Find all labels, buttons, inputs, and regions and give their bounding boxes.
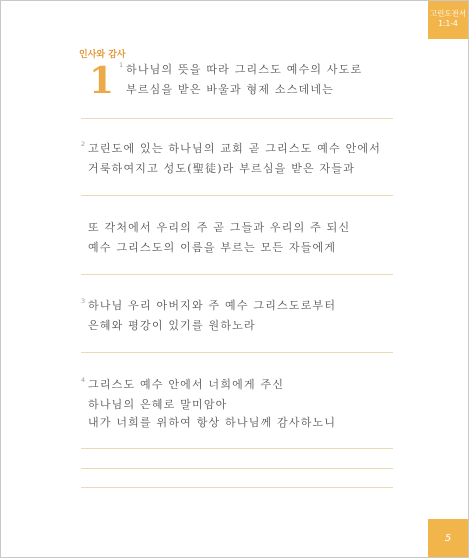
writing-rule [81, 274, 393, 275]
writing-rule [81, 195, 393, 196]
verse-number: 3 [81, 297, 86, 305]
verse-number: 4 [81, 376, 86, 384]
verse-line: 예수 그리스도의 이름을 부르는 모든 자들에게 [88, 241, 337, 254]
section-title: 인사와 감사 [79, 50, 126, 60]
book-name: 고린도전서 [429, 9, 467, 18]
writing-rule [81, 118, 393, 119]
verse-line: 하나님의 은혜로 말미암아 [88, 398, 228, 411]
verse-number: 2 [81, 140, 86, 148]
verse-line: 내가 너희를 위하여 항상 하나님께 감사하노니 [88, 416, 337, 429]
chapter-number: 1 [89, 60, 115, 102]
verse-line: 거룩하여지고 성도(聖徒)라 부르심을 받은 자들과 [88, 162, 356, 175]
writing-rule [81, 468, 393, 469]
writing-rule [81, 448, 393, 449]
verse-line: 은혜와 평강이 있기를 원하노라 [88, 319, 256, 332]
page-number: 5 [428, 519, 468, 557]
verse-line: 부르심을 받은 바울과 형제 소스데네는 [126, 83, 335, 96]
verse-number: 1 [119, 61, 124, 69]
writing-rule [81, 352, 393, 353]
verse-line: 고린도에 있는 하나님의 교회 곧 그리스도 예수 안에서 [88, 142, 382, 155]
book-reference-tab [428, 1, 468, 39]
writing-rule [81, 487, 393, 488]
chapter-range: 1:1-4 [438, 19, 458, 28]
verse-line: 하나님의 뜻을 따라 그리스도 예수의 사도로 [126, 63, 363, 76]
verse-line: 또 각처에서 우리의 주 곧 그들과 우리의 주 되신 [88, 221, 351, 234]
verse-line: 그리스도 예수 안에서 너희에게 주신 [88, 378, 285, 391]
verse-line: 하나님 우리 아버지와 주 예수 그리스도로부터 [88, 299, 337, 312]
